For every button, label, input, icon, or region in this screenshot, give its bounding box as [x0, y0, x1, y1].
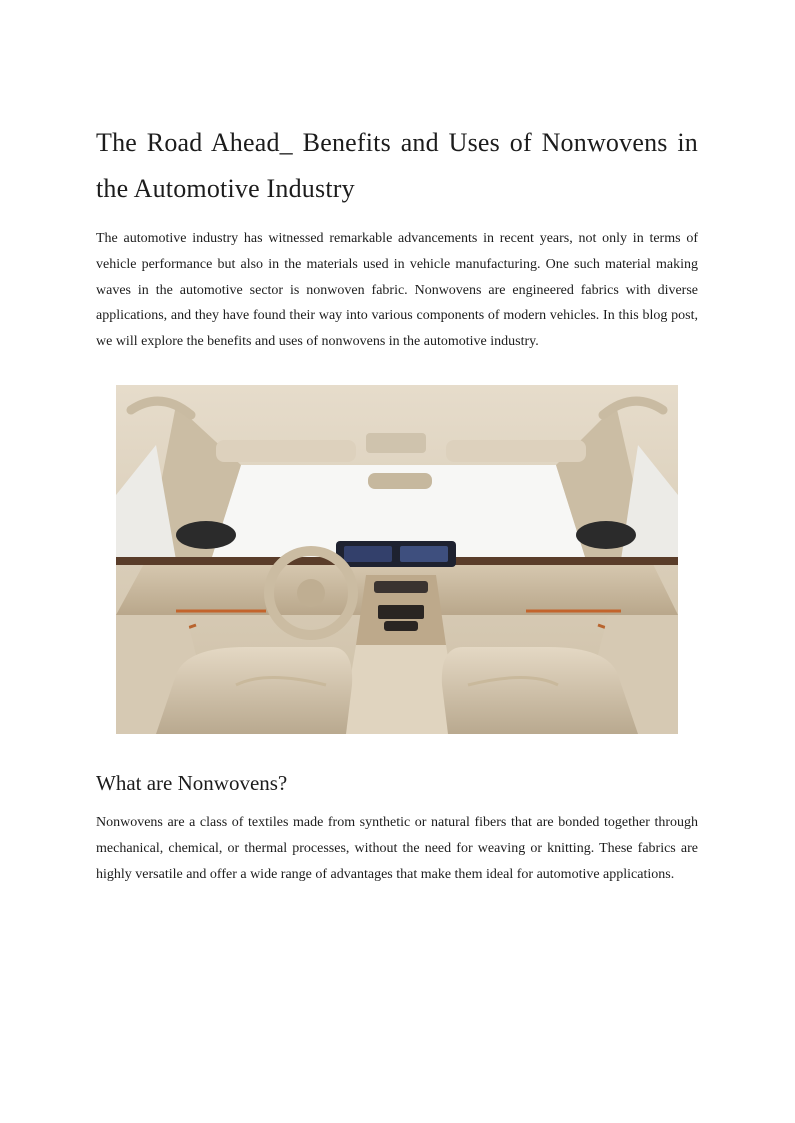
car-interior-image: [116, 385, 678, 734]
car-interior-photo-icon: [116, 385, 678, 734]
document-page: [96, 120, 698, 887]
section-paragraph: Nonwovens are a class of textiles made from synthetic or natural fibers that are bonded together through mechanical, chemical, or thermal processes, without the need for weaving or knitting. These fabrics are highly versatile and offer a wide range of advantages that make them ideal for automotive applications.: [96, 814, 698, 882]
section-heading: What are Nonwovens?: [96, 770, 288, 795]
article-title: The Road Ahead_ Benefits and Uses of Nonwovens in the Automotive Industry: [96, 128, 698, 203]
intro-paragraph: The automotive industry has witnessed remarkable advancements in recent years, not only in terms of vehicle performance but also in the materials used in vehicle manufacturing. One such material making waves in the automotive sector is nonwoven fabric. Nonwovens are engineered fabrics with diverse applications, and they have found their way into various components of modern vehicles. In this blog post, we will explore the benefits and uses of nonwovens in the automotive industry.: [96, 231, 698, 350]
